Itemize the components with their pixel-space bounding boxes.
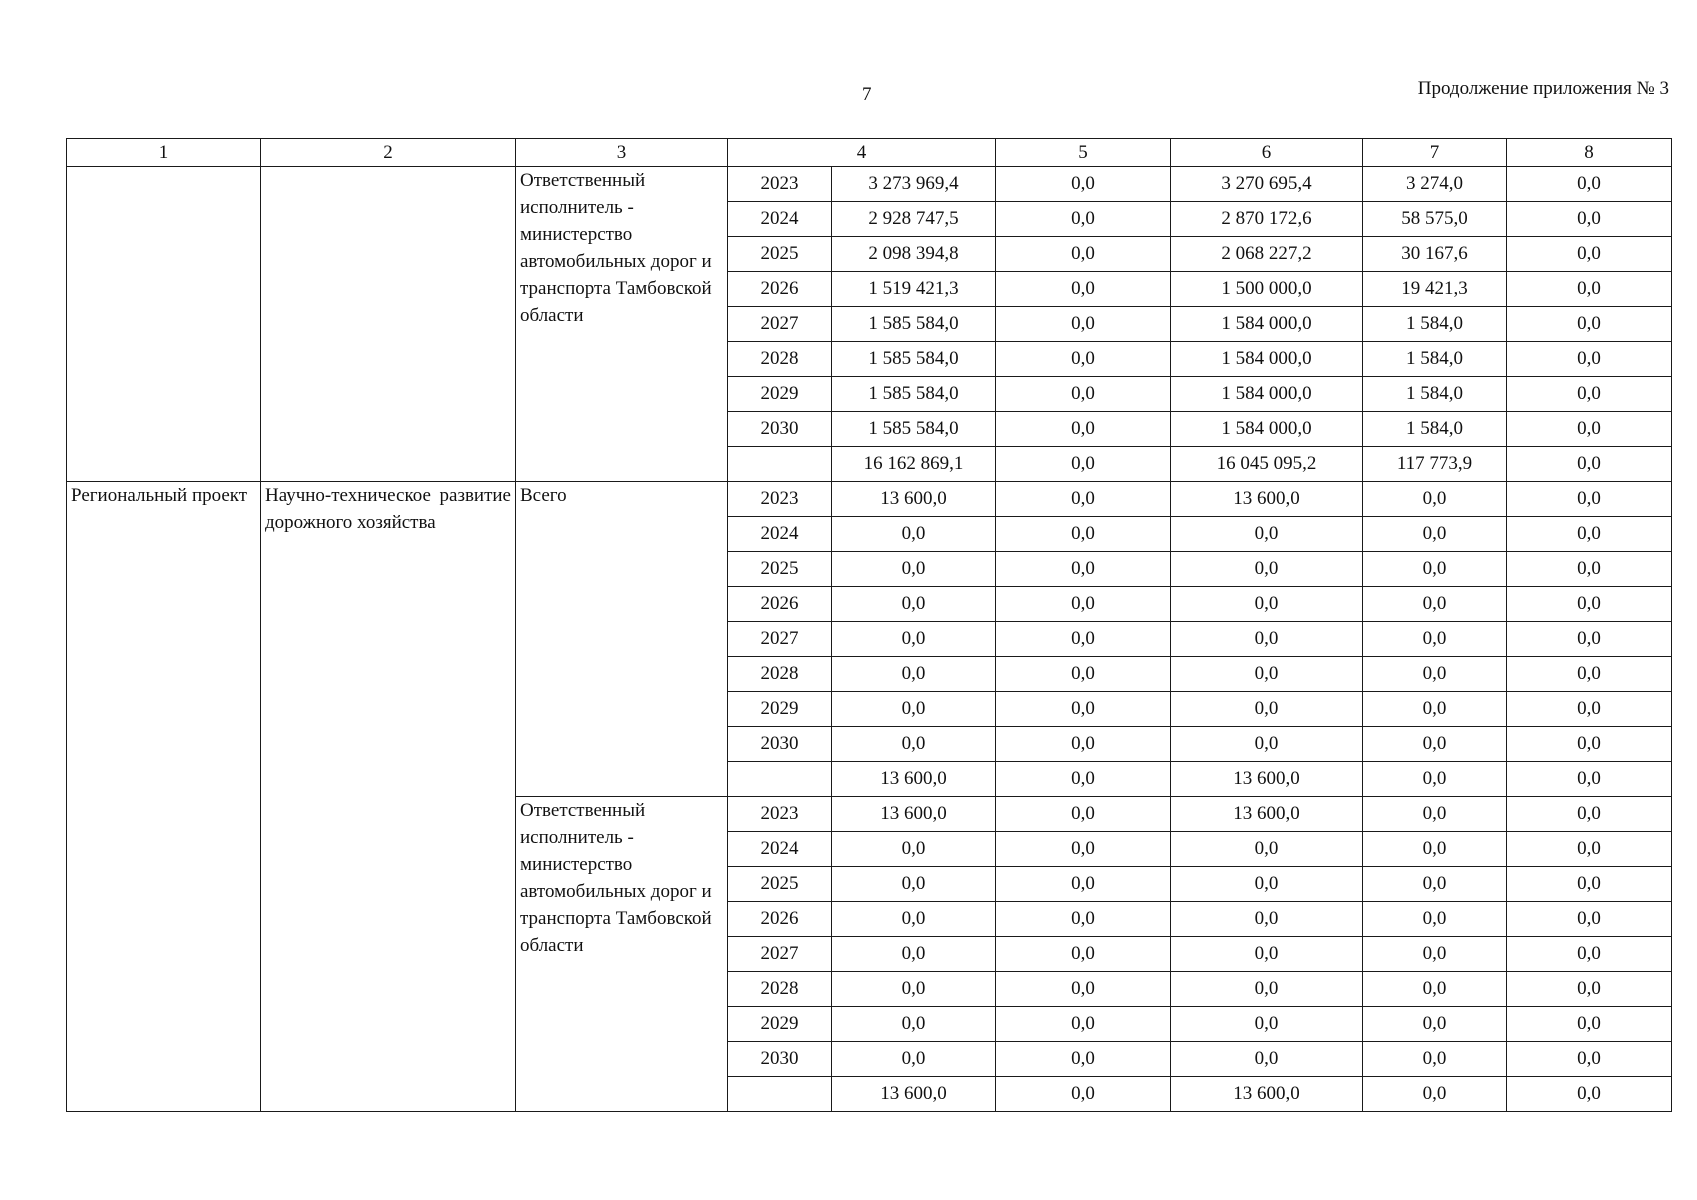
value-cell-c7: 1 584,0 [1363, 377, 1507, 412]
value-cell-c4: 0,0 [832, 692, 996, 727]
value-cell-c5: 0,0 [996, 622, 1171, 657]
value-cell-c6: 0,0 [1171, 832, 1363, 867]
section-name-cell [261, 167, 516, 482]
section-type-cell [67, 167, 261, 482]
value-cell-c7: 1 584,0 [1363, 307, 1507, 342]
value-cell-c8: 0,0 [1507, 377, 1672, 412]
value-cell-c4: 0,0 [832, 902, 996, 937]
value-cell-c7: 0,0 [1363, 482, 1507, 517]
year-cell: 2030 [728, 1042, 832, 1077]
value-cell-c4: 0,0 [832, 552, 996, 587]
value-cell-c4: 0,0 [832, 1007, 996, 1042]
value-cell-c8: 0,0 [1507, 447, 1672, 482]
value-cell-c6: 0,0 [1171, 937, 1363, 972]
header-col-6: 6 [1171, 139, 1363, 167]
year-cell [728, 762, 832, 797]
year-cell: 2030 [728, 727, 832, 762]
table-header [67, 139, 1672, 167]
value-cell-c6: 1 584 000,0 [1171, 377, 1363, 412]
value-cell-c4: 1 585 584,0 [832, 377, 996, 412]
header-col-1: 1 [67, 139, 261, 167]
funding-source-cell: Всего [516, 482, 728, 797]
value-cell-c4: 2 928 747,5 [832, 202, 996, 237]
value-cell-c4: 1 519 421,3 [832, 272, 996, 307]
value-cell-c4: 0,0 [832, 622, 996, 657]
value-cell-c8: 0,0 [1507, 202, 1672, 237]
value-cell-c5: 0,0 [996, 832, 1171, 867]
value-cell-c5: 0,0 [996, 342, 1171, 377]
value-cell-c8: 0,0 [1507, 1042, 1672, 1077]
value-cell-c4: 0,0 [832, 657, 996, 692]
value-cell-c5: 0,0 [996, 692, 1171, 727]
value-cell-c5: 0,0 [996, 587, 1171, 622]
value-cell-c7: 0,0 [1363, 727, 1507, 762]
value-cell-c8: 0,0 [1507, 797, 1672, 832]
value-cell-c6: 1 584 000,0 [1171, 342, 1363, 377]
year-cell: 2029 [728, 377, 832, 412]
table-row [67, 167, 1672, 202]
year-cell: 2025 [728, 867, 832, 902]
value-cell-c8: 0,0 [1507, 1007, 1672, 1042]
header-col-2: 2 [261, 139, 516, 167]
page-number: 7 [862, 84, 872, 105]
year-cell: 2026 [728, 272, 832, 307]
value-cell-c4: 13 600,0 [832, 1077, 996, 1112]
value-cell-c6: 0,0 [1171, 692, 1363, 727]
value-cell-c4: 0,0 [832, 1042, 996, 1077]
value-cell-c8: 0,0 [1507, 272, 1672, 307]
value-cell-c5: 0,0 [996, 1042, 1171, 1077]
value-cell-c4: 0,0 [832, 937, 996, 972]
value-cell-c8: 0,0 [1507, 937, 1672, 972]
section-name-cell: Научно-техническое развитие дорожного хозяйства [261, 482, 516, 1112]
year-cell: 2027 [728, 622, 832, 657]
value-cell-c6: 0,0 [1171, 1042, 1363, 1077]
value-cell-c4: 1 585 584,0 [832, 342, 996, 377]
value-cell-c4: 0,0 [832, 832, 996, 867]
header-col-8: 8 [1507, 139, 1672, 167]
header-col-5: 5 [996, 139, 1171, 167]
year-cell: 2024 [728, 202, 832, 237]
year-cell: 2030 [728, 412, 832, 447]
value-cell-c6: 0,0 [1171, 517, 1363, 552]
value-cell-c7: 3 274,0 [1363, 167, 1507, 202]
value-cell-c6: 1 584 000,0 [1171, 307, 1363, 342]
year-cell: 2028 [728, 657, 832, 692]
year-cell [728, 447, 832, 482]
year-cell [728, 1077, 832, 1112]
value-cell-c6: 0,0 [1171, 902, 1363, 937]
table-row [67, 482, 1672, 517]
value-cell-c4: 16 162 869,1 [832, 447, 996, 482]
header-row [67, 139, 1672, 167]
value-cell-c7: 0,0 [1363, 692, 1507, 727]
value-cell-c4: 2 098 394,8 [832, 237, 996, 272]
year-cell: 2029 [728, 1007, 832, 1042]
value-cell-c7: 0,0 [1363, 902, 1507, 937]
year-cell: 2025 [728, 237, 832, 272]
value-cell-c4: 3 273 969,4 [832, 167, 996, 202]
header-col-3: 3 [516, 139, 728, 167]
year-cell: 2027 [728, 937, 832, 972]
value-cell-c8: 0,0 [1507, 657, 1672, 692]
value-cell-c4: 0,0 [832, 972, 996, 1007]
year-cell: 2028 [728, 342, 832, 377]
value-cell-c6: 0,0 [1171, 622, 1363, 657]
value-cell-c7: 0,0 [1363, 972, 1507, 1007]
value-cell-c5: 0,0 [996, 1007, 1171, 1042]
value-cell-c6: 1 500 000,0 [1171, 272, 1363, 307]
value-cell-c5: 0,0 [996, 307, 1171, 342]
value-cell-c6: 3 270 695,4 [1171, 167, 1363, 202]
value-cell-c8: 0,0 [1507, 1077, 1672, 1112]
year-cell: 2024 [728, 832, 832, 867]
value-cell-c7: 0,0 [1363, 552, 1507, 587]
budget-table [66, 138, 1672, 1112]
value-cell-c7: 0,0 [1363, 937, 1507, 972]
value-cell-c5: 0,0 [996, 447, 1171, 482]
year-cell: 2024 [728, 517, 832, 552]
value-cell-c8: 0,0 [1507, 762, 1672, 797]
year-cell: 2026 [728, 587, 832, 622]
value-cell-c8: 0,0 [1507, 832, 1672, 867]
value-cell-c6: 0,0 [1171, 972, 1363, 1007]
value-cell-c6: 13 600,0 [1171, 1077, 1363, 1112]
value-cell-c5: 0,0 [996, 237, 1171, 272]
value-cell-c6: 0,0 [1171, 552, 1363, 587]
value-cell-c5: 0,0 [996, 272, 1171, 307]
value-cell-c6: 2 068 227,2 [1171, 237, 1363, 272]
value-cell-c8: 0,0 [1507, 237, 1672, 272]
value-cell-c7: 30 167,6 [1363, 237, 1507, 272]
value-cell-c5: 0,0 [996, 902, 1171, 937]
value-cell-c7: 0,0 [1363, 517, 1507, 552]
table-body [67, 167, 1672, 1112]
value-cell-c6: 0,0 [1171, 1007, 1363, 1042]
continuation-label: Продолжение приложения № 3 [1417, 78, 1669, 99]
value-cell-c8: 0,0 [1507, 727, 1672, 762]
value-cell-c5: 0,0 [996, 762, 1171, 797]
value-cell-c6: 1 584 000,0 [1171, 412, 1363, 447]
year-cell: 2023 [728, 797, 832, 832]
value-cell-c5: 0,0 [996, 482, 1171, 517]
value-cell-c5: 0,0 [996, 972, 1171, 1007]
year-cell: 2023 [728, 482, 832, 517]
value-cell-c8: 0,0 [1507, 307, 1672, 342]
header-col-7: 7 [1363, 139, 1507, 167]
value-cell-c5: 0,0 [996, 797, 1171, 832]
value-cell-c6: 0,0 [1171, 867, 1363, 902]
value-cell-c7: 19 421,3 [1363, 272, 1507, 307]
value-cell-c8: 0,0 [1507, 342, 1672, 377]
value-cell-c8: 0,0 [1507, 972, 1672, 1007]
value-cell-c4: 13 600,0 [832, 797, 996, 832]
value-cell-c5: 0,0 [996, 517, 1171, 552]
value-cell-c7: 0,0 [1363, 622, 1507, 657]
value-cell-c7: 0,0 [1363, 797, 1507, 832]
value-cell-c8: 0,0 [1507, 412, 1672, 447]
value-cell-c7: 1 584,0 [1363, 412, 1507, 447]
year-cell: 2028 [728, 972, 832, 1007]
year-cell: 2025 [728, 552, 832, 587]
value-cell-c6: 0,0 [1171, 657, 1363, 692]
value-cell-c5: 0,0 [996, 412, 1171, 447]
value-cell-c5: 0,0 [996, 727, 1171, 762]
value-cell-c4: 0,0 [832, 517, 996, 552]
value-cell-c6: 13 600,0 [1171, 797, 1363, 832]
value-cell-c6: 13 600,0 [1171, 762, 1363, 797]
year-cell: 2029 [728, 692, 832, 727]
value-cell-c4: 13 600,0 [832, 482, 996, 517]
value-cell-c4: 13 600,0 [832, 762, 996, 797]
value-cell-c7: 0,0 [1363, 832, 1507, 867]
value-cell-c5: 0,0 [996, 937, 1171, 972]
value-cell-c5: 0,0 [996, 202, 1171, 237]
value-cell-c8: 0,0 [1507, 482, 1672, 517]
value-cell-c7: 0,0 [1363, 587, 1507, 622]
value-cell-c4: 1 585 584,0 [832, 412, 996, 447]
year-cell: 2027 [728, 307, 832, 342]
value-cell-c4: 0,0 [832, 727, 996, 762]
value-cell-c5: 0,0 [996, 867, 1171, 902]
value-cell-c7: 1 584,0 [1363, 342, 1507, 377]
value-cell-c7: 0,0 [1363, 867, 1507, 902]
value-cell-c8: 0,0 [1507, 902, 1672, 937]
section-type-cell: Региональный проект [67, 482, 261, 1112]
value-cell-c8: 0,0 [1507, 167, 1672, 202]
value-cell-c5: 0,0 [996, 1077, 1171, 1112]
value-cell-c8: 0,0 [1507, 692, 1672, 727]
value-cell-c7: 0,0 [1363, 1007, 1507, 1042]
value-cell-c7: 0,0 [1363, 1042, 1507, 1077]
value-cell-c6: 16 045 095,2 [1171, 447, 1363, 482]
value-cell-c8: 0,0 [1507, 517, 1672, 552]
value-cell-c4: 0,0 [832, 587, 996, 622]
value-cell-c5: 0,0 [996, 552, 1171, 587]
value-cell-c8: 0,0 [1507, 552, 1672, 587]
value-cell-c5: 0,0 [996, 657, 1171, 692]
value-cell-c7: 117 773,9 [1363, 447, 1507, 482]
year-cell: 2023 [728, 167, 832, 202]
funding-source-cell: Ответственный исполнитель - министерство автомобильных дорог и транспорта Тамбовской области [516, 167, 728, 482]
value-cell-c7: 0,0 [1363, 1077, 1507, 1112]
value-cell-c5: 0,0 [996, 167, 1171, 202]
funding-source-cell: Ответственный исполнитель - министерство автомобильных дорог и транспорта Тамбовской области [516, 797, 728, 1112]
value-cell-c4: 0,0 [832, 867, 996, 902]
value-cell-c6: 2 870 172,6 [1171, 202, 1363, 237]
value-cell-c6: 0,0 [1171, 587, 1363, 622]
value-cell-c8: 0,0 [1507, 867, 1672, 902]
value-cell-c6: 13 600,0 [1171, 482, 1363, 517]
value-cell-c7: 0,0 [1363, 657, 1507, 692]
header-col-4: 4 [728, 139, 996, 167]
value-cell-c6: 0,0 [1171, 727, 1363, 762]
year-cell: 2026 [728, 902, 832, 937]
value-cell-c4: 1 585 584,0 [832, 307, 996, 342]
value-cell-c7: 0,0 [1363, 762, 1507, 797]
value-cell-c5: 0,0 [996, 377, 1171, 412]
value-cell-c8: 0,0 [1507, 622, 1672, 657]
value-cell-c8: 0,0 [1507, 587, 1672, 622]
value-cell-c7: 58 575,0 [1363, 202, 1507, 237]
